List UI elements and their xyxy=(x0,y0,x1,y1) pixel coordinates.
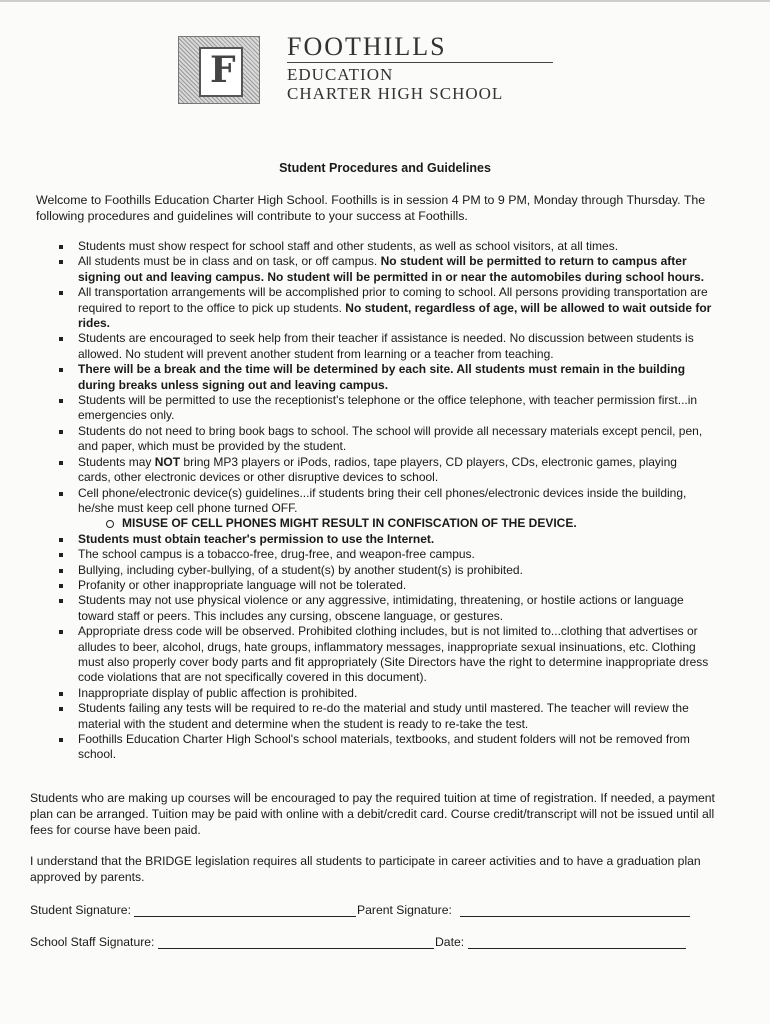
school-name-line3: CHARTER HIGH SCHOOL xyxy=(287,84,504,103)
list-item: All students must be in class and on task, or off campus. No student will be permitted to return to campus after signing out and leaving campus. No student will be permitted in or near the automobiles during school hours. xyxy=(56,254,712,285)
signature-row-1 xyxy=(30,902,730,920)
list-item: Students must show respect for school staff and other students, as well as school visitors, at all times. xyxy=(56,239,712,254)
list-item: Inappropriate display of public affection is prohibited. xyxy=(56,686,712,701)
school-name-line2: EDUCATION xyxy=(287,65,394,84)
list-item: Cell phone/electronic device(s) guidelines...if students bring their cell phones/electronic devices inside the building, he/she must keep cell phone turned OFF. xyxy=(56,486,712,517)
list-item: Bullying, including cyber-bullying, of a student(s) by another student(s) is prohibited. xyxy=(56,563,712,578)
document-title: Student Procedures and Guidelines xyxy=(279,161,491,175)
date-label: Date: xyxy=(435,935,465,949)
staff-signature-line[interactable] xyxy=(158,948,434,949)
staff-signature-label: School Staff Signature: xyxy=(30,935,155,949)
bridge-paragraph: I understand that the BRIDGE legislation requires all students to participate in career activities and to have a graduation plan approved by parents. xyxy=(30,854,701,884)
school-logo xyxy=(178,36,260,104)
parent-signature-line[interactable] xyxy=(460,916,690,917)
list-item: Students may not use physical violence or any aggressive, intimidating, threatening, or hostile actions or language toward staff or peers. This includes any cursing, obscene language, or gestures. xyxy=(56,593,712,624)
list-item: Foothills Education Charter High School's school materials, textbooks, and student folders will not be removed from school. xyxy=(56,732,712,763)
list-item: Students may NOT bring MP3 players or iPods, radios, tape players, CD players, CDs, electronic games, playing cards, other electronic devices or other disruptive devices to school. xyxy=(56,455,712,486)
list-item: Students will be permitted to use the receptionist's telephone or the office telephone, with teacher permission first...in emergencies only. xyxy=(56,393,712,424)
parent-signature-label: Parent Signature: xyxy=(357,903,452,917)
rules-list xyxy=(56,239,712,763)
scan-edge xyxy=(0,0,770,2)
student-signature-label: Student Signature: xyxy=(30,903,131,917)
school-name-line1: FOOTHILLS xyxy=(287,32,447,61)
list-item: All transportation arrangements will be accomplished prior to coming to school. All persons providing transportation are required to report to the office to pick up students. No student, regardless of age, will be allowed to wait outside for rides. xyxy=(56,285,712,331)
list-item: The school campus is a tobacco-free, drug-free, and weapon-free campus. xyxy=(56,547,712,562)
header-rule xyxy=(287,62,553,63)
list-item: Students must obtain teacher's permission to use the Internet. xyxy=(56,532,712,547)
sub-list-item: MISUSE OF CELL PHONES MIGHT RESULT IN CONFISCATION OF THE DEVICE. xyxy=(56,516,712,531)
logo-emblem xyxy=(199,47,243,97)
list-item: Appropriate dress code will be observed. Prohibited clothing includes, but is not limited to...clothing that advertises or alludes to beer, alcohol, drugs, hate groups, inflammatory messages, inappropriate sexual insinuations, etc. Clothing must also properly cover body parts and fit appropriately (Site Directors have the right to determine inappropriate dress code violations that are not specifically covered in this document). xyxy=(56,624,712,686)
date-line[interactable] xyxy=(468,948,686,949)
list-item: There will be a break and the time will be determined by each site. All students must remain in the building during breaks unless signing out and leaving campus. xyxy=(56,362,712,393)
list-item: Students failing any tests will be required to re-do the material and study until mastered. The teacher will review the material with the student and determine when the student is ready to re-take the test. xyxy=(56,701,712,732)
list-item: Students are encouraged to seek help from their teacher if assistance is needed. No discussion between students is allowed. No student will prevent another student from learning or a teacher from teaching. xyxy=(56,331,712,362)
student-signature-line[interactable] xyxy=(134,916,356,917)
intro-paragraph: Welcome to Foothills Education Charter High School. Foothills is in session 4 PM to 9 PM, Monday through Thursday. The following procedures and guidelines will contribute to your success at Foothills. xyxy=(36,193,706,223)
logo-letter: F xyxy=(210,49,236,91)
list-item: Profanity or other inappropriate language will not be tolerated. xyxy=(56,578,712,593)
list-item: Students do not need to bring book bags to school. The school will provide all necessary materials except pencil, pen, and paper, which must be provided by the student. xyxy=(56,424,712,455)
school-name-block xyxy=(287,34,553,104)
tuition-paragraph: Students who are making up courses will be encouraged to pay the required tuition at time of registration. If needed, a payment plan can be arranged. Tuition may be paid with online with a debit/credit card. Course credit/transcript will not be issued until all fees for course have been paid. xyxy=(30,791,715,837)
signature-row-2 xyxy=(30,934,730,952)
